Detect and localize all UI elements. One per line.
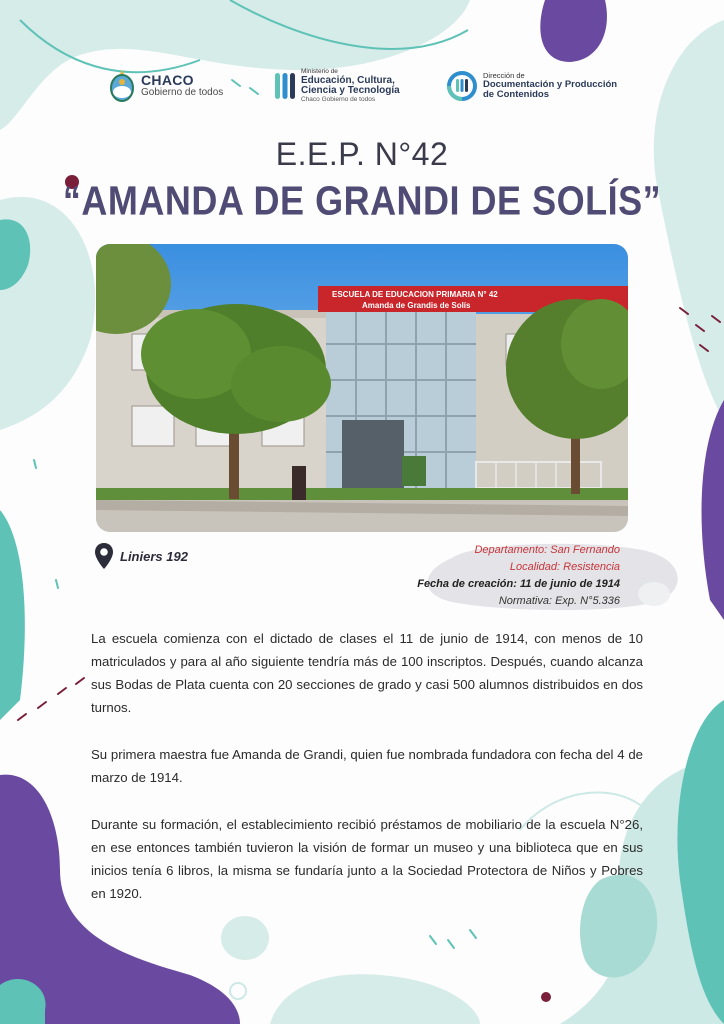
info-localidad-label: Localidad: (509, 561, 561, 573)
school-name-title: “AMANDA DE GRANDI DE SOLÍS” (62, 177, 662, 224)
info-departamento (417, 542, 620, 559)
blob-top-light (0, 0, 470, 130)
logo-direccion-line3: de Contenidos (483, 88, 549, 100)
paragraph-2: Su primera maestra fue Amanda de Grandi, quien fue nombrada fundadora con fecha del 4 de marzo de 1914. (91, 747, 643, 785)
blob-bottom-light (270, 974, 480, 1024)
info-departamento-value: San Fernando (550, 544, 620, 556)
school-sign-line1: ESCUELA DE EDUCACION PRIMARIA N° 42 (332, 290, 498, 299)
info-fecha (417, 576, 620, 593)
logo-chaco-subtitle: Gobierno de todos (141, 87, 224, 99)
ring-bottom (230, 983, 246, 999)
dot-maroon-bottom (541, 992, 551, 1002)
logo-ministerio-line1: Ministerio de (301, 67, 338, 75)
blob-left-teal-mid (0, 510, 25, 720)
direccion-circle-icon (446, 70, 478, 102)
blob-right-purple (702, 400, 724, 620)
logo-direccion (446, 66, 617, 106)
body-text (91, 627, 643, 929)
blob-top-purple (540, 0, 607, 62)
chaco-seal-icon (108, 68, 136, 104)
ministerio-bars-icon (274, 71, 296, 101)
paragraph-3: Durante su formación, el establecimiento recibió préstamos de mobiliario de la escuela N°26, en ese entonces también tuvieron la visión de formar un museo y una biblioteca que en sus inicios tenía 6 libros, la misma se fundaría junto a la Sociedad Protectora de Niños y Pobres en 1920. (91, 817, 643, 901)
logo-ministerio-line3: Ciencia y Tecnología (301, 85, 400, 96)
logo-chaco-name: CHACO (141, 72, 194, 89)
address (94, 542, 188, 570)
info-departamento-label: Departamento: (474, 544, 548, 556)
info-fecha-value: 11 de junio de 1914 (519, 578, 620, 590)
header-logos (108, 66, 628, 106)
info-localidad-value: Resistencia (563, 561, 620, 573)
logo-chaco (108, 66, 223, 106)
school-sign-line2: Amanda de Grandis de Solís (362, 301, 471, 310)
school-photo (96, 244, 628, 532)
location-pin-icon (94, 542, 114, 570)
logo-ministerio (274, 66, 400, 106)
school-number-title: E.E.P. N°42 (275, 136, 449, 172)
info-fecha-label: Fecha de creación: (417, 578, 517, 590)
info-normativa-label: Normativa: (498, 595, 552, 607)
dashes-maroon-left (18, 678, 84, 720)
logo-ministerio-line2: Educación, Cultura, (301, 74, 395, 86)
logo-direccion-line2: Documentación y Producción (483, 78, 618, 90)
paragraph-1: La escuela comienza con el dictado de clases el 11 de junio de 1914, con menos de 10 matriculados y para al año siguiente tendría más de 100 inscriptos. Después, cuando alcanza sus Bodas de Plata cuenta con 20 secciones de grado y casi 500 alumnos distribuidos en dos turnos. (91, 631, 643, 715)
address-text: Liniers 192 (120, 548, 188, 564)
logo-ministerio-line4: Chaco Gobierno de todos (301, 95, 376, 103)
info-normativa-value: Exp. N°5.336 (555, 595, 620, 607)
info-normativa (417, 593, 620, 610)
info-localidad (417, 559, 620, 576)
logo-direccion-line1: Dirección de (483, 71, 525, 81)
school-info-panel (392, 536, 692, 612)
